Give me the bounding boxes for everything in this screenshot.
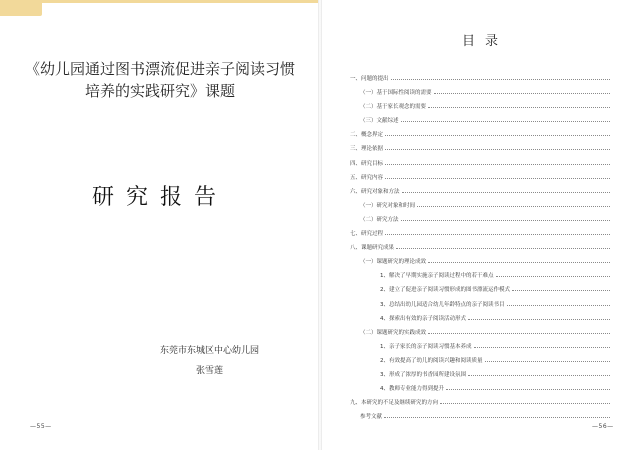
toc-entry-text: 2、有效提高了幼儿的阅读兴趣和阅读质量 [380, 357, 483, 364]
toc-entry-text: 3、总结出幼儿园适合幼儿年龄特点的亲子阅读书目 [380, 301, 505, 308]
cover-page [0, 0, 318, 450]
header-accent-strip [0, 0, 318, 3]
toc-entry-text: （一）课题研究的理论成效 [360, 259, 427, 266]
toc-entry[interactable] [350, 410, 610, 424]
toc-entry-text: （二）研究方法 [360, 216, 399, 223]
toc-entry-text: （一）研究对象和时间 [360, 202, 416, 209]
toc-entry-text: 三、理论依据 [350, 146, 384, 153]
toc-entry-text: 4、教师专业能力得到提升 [380, 386, 445, 393]
toc-page [322, 0, 640, 450]
toc-list [350, 72, 610, 424]
toc-leader-dots [401, 216, 610, 221]
toc-entry-text: （二）基于家长观念的需要 [360, 104, 427, 111]
toc-leader-dots [434, 89, 610, 94]
toc-leader-dots [474, 343, 610, 348]
toc-leader-dots [385, 174, 610, 179]
toc-leader-dots [440, 399, 610, 404]
toc-entry-text: 1、亲子家长的亲子阅读习惯基本养成 [380, 343, 472, 350]
toc-leader-dots [391, 75, 610, 80]
toc-entry[interactable] [350, 86, 610, 100]
toc-leader-dots [428, 258, 610, 263]
toc-entry[interactable] [350, 298, 610, 312]
toc-entry[interactable] [350, 100, 610, 114]
toc-leader-dots [417, 202, 610, 207]
toc-leader-dots [446, 385, 610, 390]
toc-leader-dots [468, 315, 610, 320]
toc-entry-text: 九、本研究的不足及继续研究的方向 [350, 400, 439, 407]
toc-entry[interactable] [350, 312, 610, 326]
report-heading: 研究报告 [91, 185, 228, 210]
toc-entry-text: 2、建立了促进亲子阅读习惯形成的图书漂流运作模式 [380, 287, 511, 294]
toc-entry-text: 参考文献 [360, 414, 383, 421]
toc-entry[interactable] [350, 227, 610, 241]
page-number-right: —56— [592, 423, 614, 430]
toc-leader-dots [485, 357, 610, 362]
toc-entry[interactable] [350, 382, 610, 396]
toc-entry-text: 一、问题的提出 [350, 76, 389, 82]
research-title-line-2: 培养的实践研究》课题 [84, 82, 235, 100]
toc-leader-dots [428, 329, 610, 334]
toc-entry-text: （一）基于国际性阅读的需要 [360, 90, 432, 97]
toc-entry-text: 二、概念界定 [350, 132, 384, 139]
toc-entry[interactable] [350, 368, 610, 382]
page-number-left: —55— [30, 423, 52, 430]
toc-leader-dots [401, 117, 610, 122]
toc-entry[interactable] [350, 171, 610, 185]
toc-entry[interactable] [350, 114, 610, 128]
toc-entry[interactable] [350, 157, 610, 171]
toc-leader-dots [385, 230, 610, 235]
toc-entry[interactable] [350, 128, 610, 142]
toc-leader-dots [496, 272, 610, 277]
toc-leader-dots [468, 371, 610, 376]
toc-entry[interactable] [350, 72, 610, 86]
toc-leader-dots [512, 286, 610, 291]
toc-entry[interactable] [350, 326, 610, 340]
toc-entry-text: 1、解决了早期实施亲子阅读过程中的若干难点 [380, 273, 494, 280]
toc-leader-dots [385, 145, 610, 150]
toc-entry[interactable] [350, 241, 610, 255]
research-title-line-1: 《幼儿园通过图书漂流促进亲子阅读习惯 [24, 60, 295, 78]
corner-tab [0, 0, 42, 16]
research-title [20, 58, 300, 102]
toc-entry[interactable] [350, 255, 610, 269]
toc-entry-text: 七、研究过程 [350, 231, 384, 238]
toc-entry[interactable] [350, 283, 610, 297]
toc-entry[interactable] [350, 213, 610, 227]
toc-leader-dots [402, 188, 610, 193]
toc-leader-dots [385, 131, 610, 136]
toc-entry[interactable] [350, 396, 610, 410]
toc-entry[interactable] [350, 185, 610, 199]
toc-entry-text: （二）课题研究的实践成效 [360, 329, 427, 336]
toc-entry[interactable] [350, 354, 610, 368]
toc-entry[interactable] [350, 199, 610, 213]
organization-name: 东莞市东城区中心幼儿园 [160, 346, 260, 356]
toc-leader-dots [385, 160, 610, 165]
toc-title: 目录 [462, 34, 509, 49]
toc-leader-dots [384, 413, 610, 418]
toc-entry[interactable] [350, 269, 610, 283]
toc-entry-text: 八、课题研究成果 [350, 245, 395, 252]
toc-leader-dots [396, 244, 610, 249]
toc-entry-text: 六、研究对象和方法 [350, 188, 400, 195]
toc-entry[interactable] [350, 142, 610, 156]
toc-entry-text: 3、形成了浓厚的书香园所建设氛围 [380, 371, 467, 378]
toc-entry-text: 四、研究目标 [350, 160, 384, 167]
toc-entry[interactable] [350, 340, 610, 354]
author-name: 张雪莲 [196, 366, 224, 376]
toc-leader-dots [507, 301, 610, 306]
toc-entry-text: 五、研究内容 [350, 174, 384, 181]
toc-entry-text: （三）文献综述 [360, 118, 399, 125]
toc-entry-text: 4、探索出有效的亲子阅读活动形式 [380, 315, 467, 322]
toc-leader-dots [428, 103, 610, 108]
